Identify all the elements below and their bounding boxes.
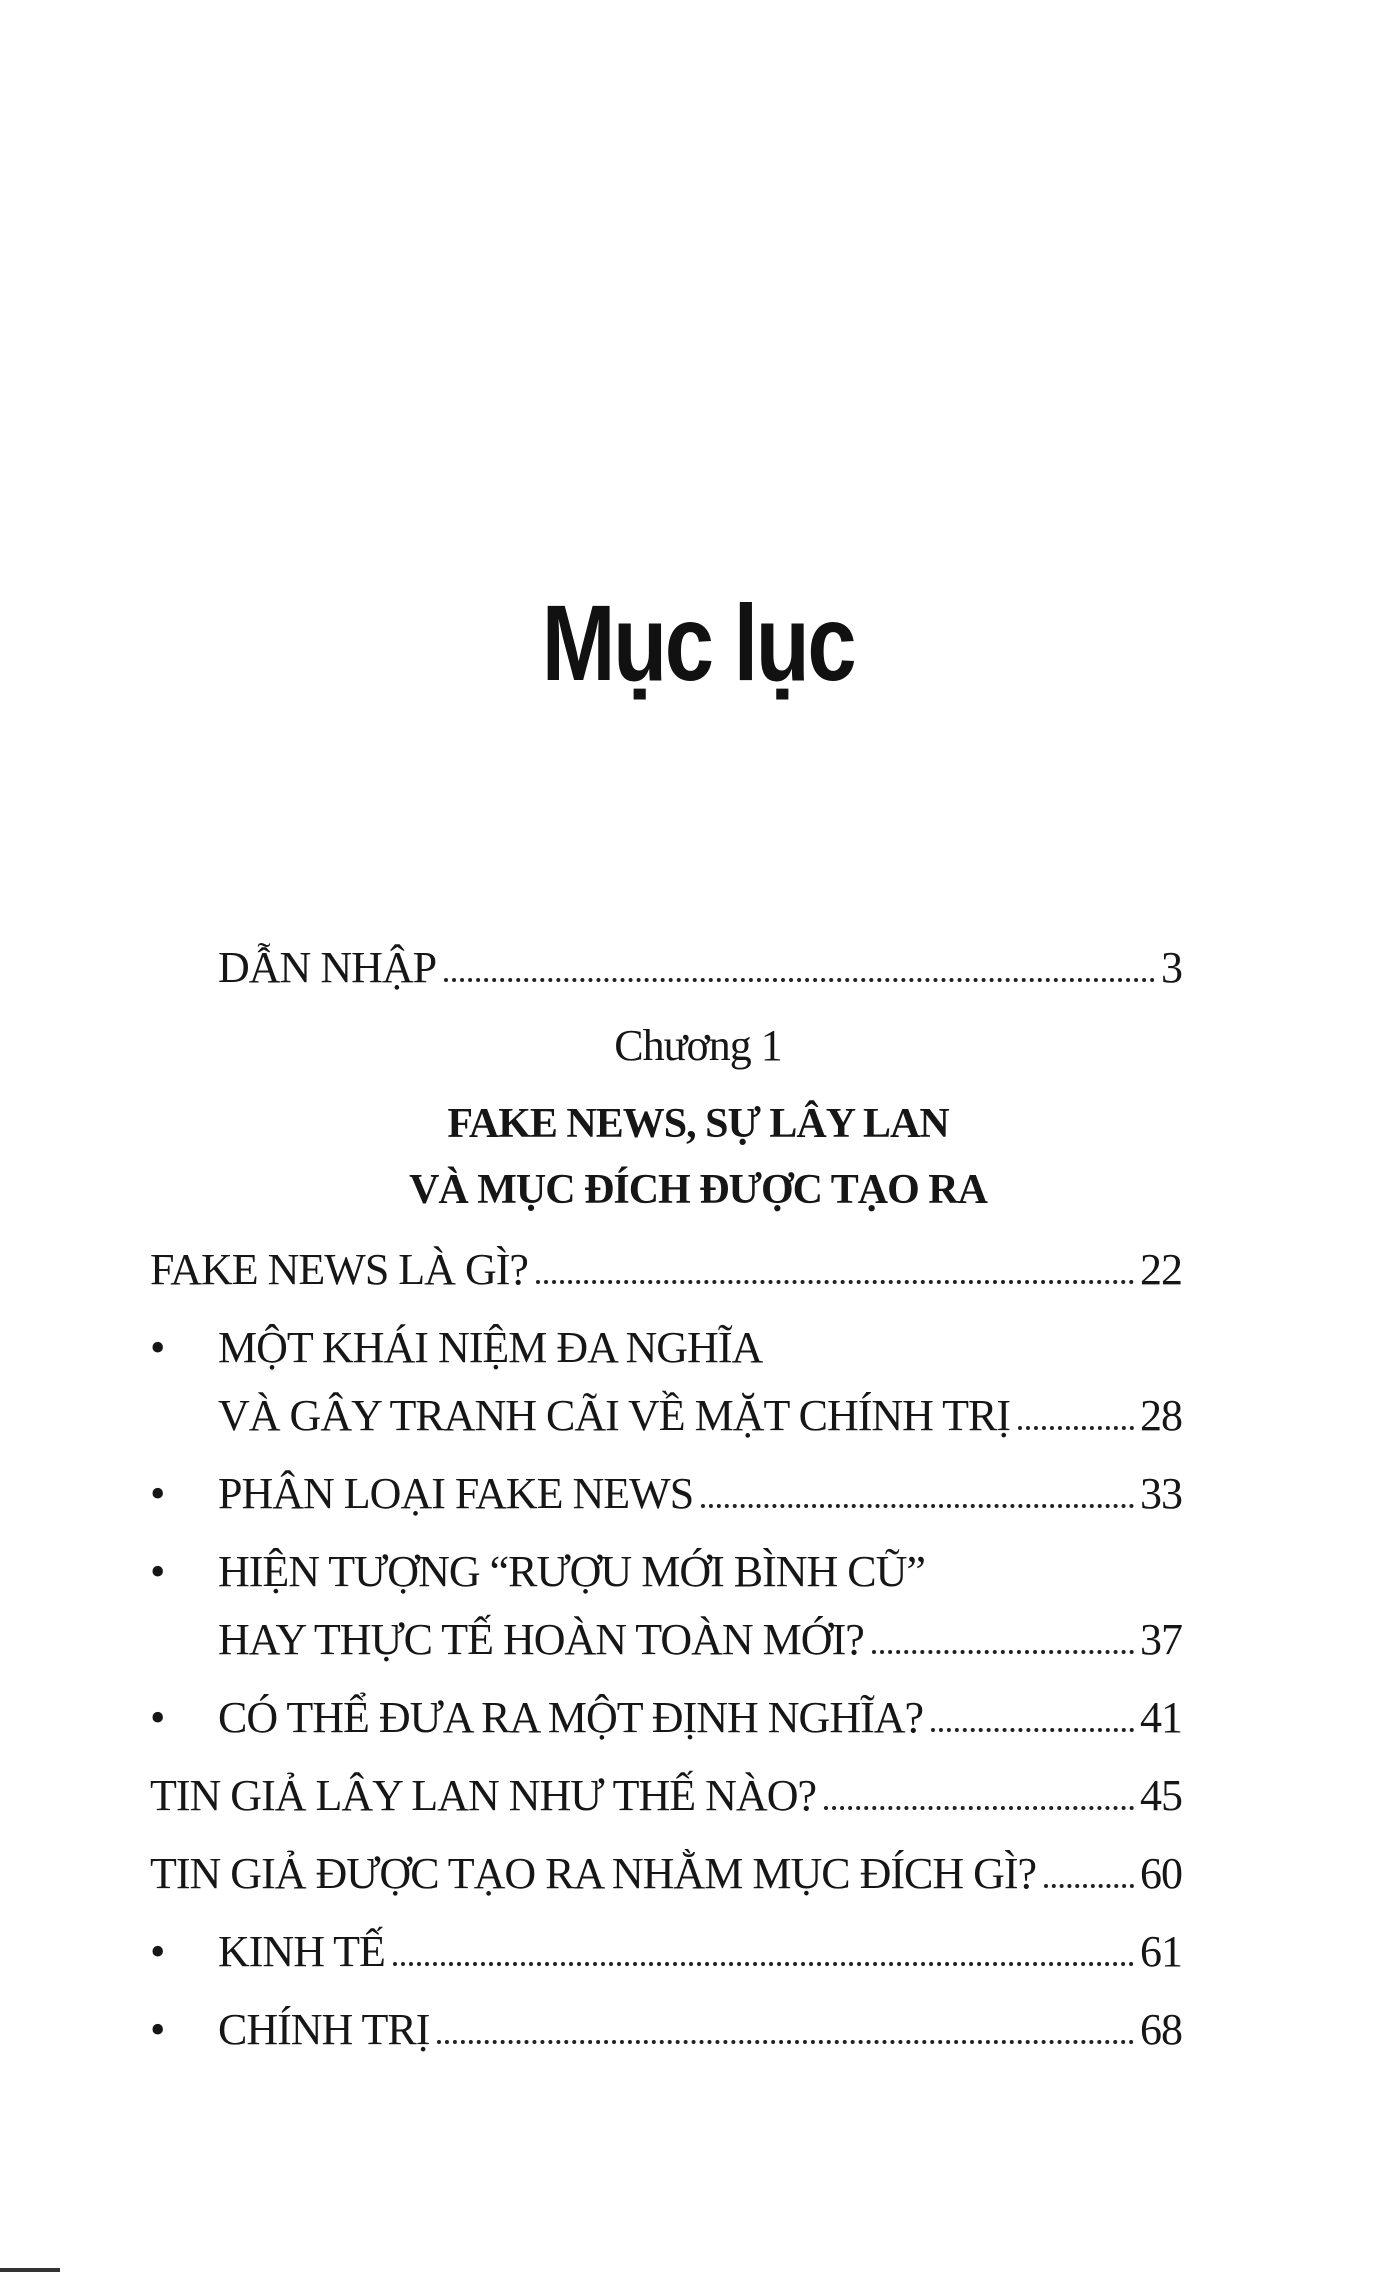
toc-page-number: 61: [1140, 1927, 1182, 1976]
toc-page-number: 60: [1140, 1849, 1182, 1898]
toc-entry-label: TIN GIẢ LÂY LAN NHƯ THẾ NÀO?: [150, 1771, 817, 1820]
toc-page-number: 37: [1140, 1615, 1182, 1664]
dot-leader: [872, 1650, 1134, 1654]
toc-entry-label: VÀ GÂY TRANH CÃI VỀ MẶT CHÍNH TRỊ: [218, 1391, 1011, 1440]
toc-entry-phan-loai[interactable]: [218, 1464, 1182, 1524]
toc-entry-label: CHÍNH TRỊ: [218, 2005, 430, 2054]
dot-leader: [824, 1806, 1134, 1810]
chapter-heading-line-1: FAKE NEWS, SỰ LÂY LAN: [447, 1101, 949, 1147]
chapter-heading-line-2: VÀ MỤC ĐÍCH ĐƯỢC TẠO RA: [409, 1167, 987, 1213]
toc-page-number: 41: [1140, 1693, 1182, 1742]
page-title: Mục lục: [541, 582, 855, 703]
toc-entry-kinh-te[interactable]: [218, 1922, 1182, 1982]
toc-entry-label: DẪN NHẬP: [218, 943, 437, 992]
dot-leader: [701, 1504, 1134, 1508]
toc-entry-intro[interactable]: [218, 938, 1182, 998]
toc-entry-label: FAKE NEWS LÀ GÌ?: [150, 1245, 528, 1294]
toc-page-number: 28: [1140, 1391, 1182, 1440]
toc-entry-label-line-1: MỘT KHÁI NIỆM ĐA NGHĨA: [218, 1323, 763, 1372]
toc-page-number: 33: [1140, 1469, 1182, 1518]
toc-entry-fake-news-la-gi[interactable]: [150, 1240, 1182, 1300]
bullet-icon: •: [150, 2005, 166, 2054]
toc-page-number: 3: [1161, 943, 1182, 992]
toc-entry-tin-gia-lay-lan[interactable]: [150, 1766, 1182, 1826]
toc-entry-label: CÓ THỂ ĐƯA RA MỘT ĐỊNH NGHĨA?: [218, 1693, 924, 1742]
dot-leader: [1018, 1426, 1134, 1430]
dot-leader: [1044, 1884, 1134, 1888]
toc-page-number: 68: [1140, 2005, 1182, 2054]
dot-leader: [444, 978, 1155, 982]
toc-entry-dinh-nghia[interactable]: [218, 1688, 1182, 1748]
bullet-icon: •: [150, 1547, 166, 1596]
dot-leader: [437, 2040, 1134, 2044]
bullet-icon: •: [150, 1927, 166, 1976]
toc-page-number: 45: [1140, 1771, 1182, 1820]
toc-entry-label-line-1: HIỆN TƯỢNG “RƯỢU MỚI BÌNH CŨ”: [218, 1547, 925, 1596]
chapter-label: Chương 1: [614, 1021, 782, 1070]
toc-entry-label: TIN GIẢ ĐƯỢC TẠO RA NHẰM MỤC ĐÍCH GÌ?: [150, 1849, 1037, 1898]
dot-leader: [536, 1280, 1134, 1284]
toc-entry-chinh-tri[interactable]: [218, 2000, 1182, 2060]
dot-leader: [393, 1962, 1134, 1966]
toc-entry-muc-dich[interactable]: [150, 1844, 1182, 1904]
toc-entry-label: HAY THỰC TẾ HOÀN TOÀN MỚI?: [218, 1615, 864, 1664]
toc-entry-label: KINH TẾ: [218, 1927, 385, 1976]
dot-leader: [931, 1728, 1134, 1732]
toc-entry-label: PHÂN LOẠI FAKE NEWS: [218, 1469, 694, 1518]
toc-page-number: 22: [1140, 1245, 1182, 1294]
toc-entry-hien-tuong[interactable]: [218, 1610, 1182, 1670]
bullet-icon: •: [150, 1693, 166, 1742]
bullet-icon: •: [150, 1469, 166, 1518]
page-edge-mark: [0, 2268, 60, 2272]
bullet-icon: •: [150, 1323, 166, 1372]
toc-entry-khai-niem-da-nghia[interactable]: [218, 1386, 1182, 1446]
